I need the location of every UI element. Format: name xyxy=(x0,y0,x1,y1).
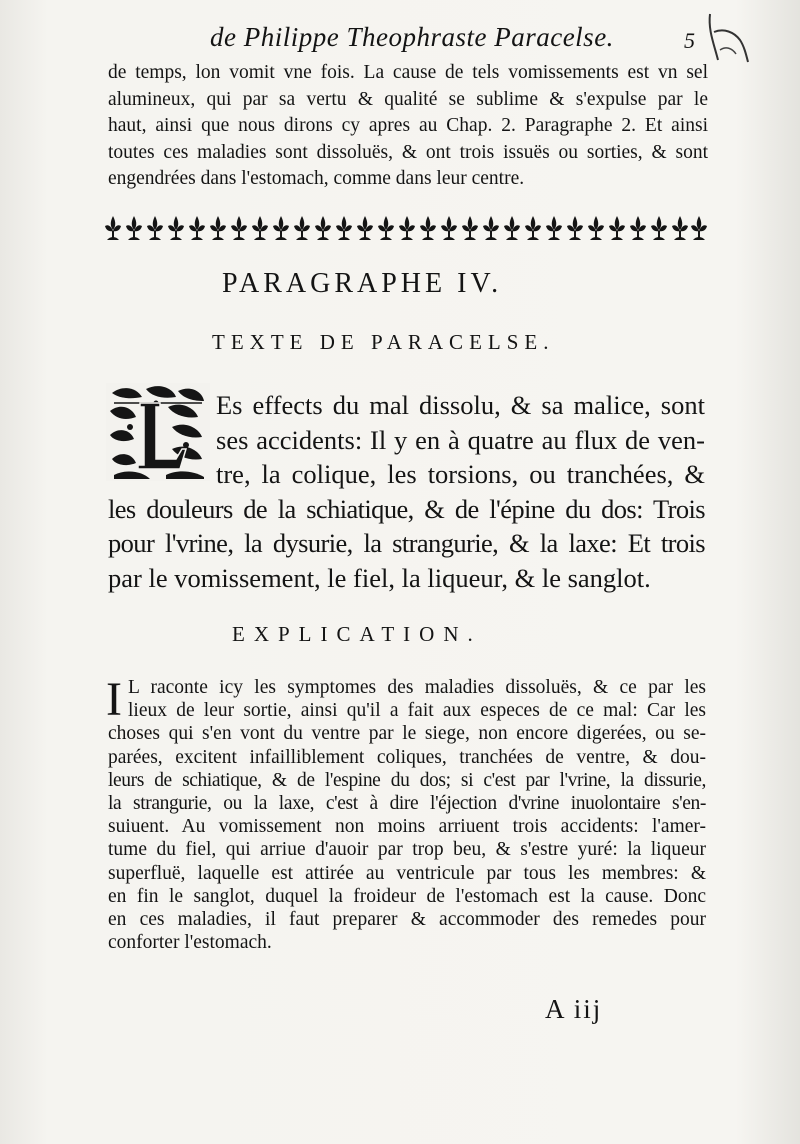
text-line: les douleurs de la schiatique, & de l'épine du dos: Trois xyxy=(108,493,705,524)
section-heading: PARAGRAPHE IV. xyxy=(222,268,503,299)
text-line: choses qui s'en vont du ventre par le siege, non encore digerées, ou se- xyxy=(108,723,706,745)
text-line: en fin le sanglot, duquel la froideur de l'estomach est la cause. Donc xyxy=(108,885,706,907)
text-line: ses accidents: Il y en à quatre au flux de ven- xyxy=(216,424,705,455)
text-line: pour l'vrine, la dysurie, la strangurie, & la laxe: Et trois xyxy=(108,528,705,558)
text-line: alumineux, qui par sa vertu & qualité se sublime & s'expulse par le xyxy=(108,88,708,110)
text-line: en ces maladies, il faut preparer & accommoder des remedes pour xyxy=(108,909,706,931)
text-line: lieux de leur sortie, ainsi qu'il a fait aux especes de ce mal: Car les xyxy=(128,700,706,722)
text-line: superfluë, laquelle est attirée au ventricule par tous les membres: & xyxy=(108,862,706,884)
text-line: conforter l'estomach. xyxy=(108,932,272,954)
text-line: toutes ces maladies sont dissoluës, & ont trois issuës ou sorties, & sont xyxy=(108,141,708,163)
text-line: parées, excitent infailliblement coliques, tranchées de ventre, & dou- xyxy=(108,746,706,768)
fleuron-border-ornament xyxy=(104,210,708,246)
text-line: tume du fiel, qui arriue d'auoir par trop beu, & s'estre yuré: la liqueur xyxy=(108,839,706,861)
section-subheading: TEXTE DE PARACELSE. xyxy=(212,330,555,354)
text-line: L raconte icy les symptomes des maladies dissoluës, & ce par les xyxy=(128,677,706,698)
text-line: engendrées dans l'estomach, comme dans leur centre. xyxy=(108,168,525,189)
continuation-paragraph xyxy=(108,60,708,193)
signature-mark: A iij xyxy=(545,994,603,1024)
text-line: de temps, lon vomit vne fois. La cause de tels vomissements est vn sel xyxy=(108,62,708,83)
text-line: suiuent. Au vomissement non moins arriuent trois accidents: l'amer- xyxy=(108,816,706,838)
text-line: Es effects du mal dissolu, & sa malice, sont xyxy=(216,390,705,420)
text-line: la strangurie, ou la laxe, c'est à dire l'éjection d'vrine inuolontaire s'en- xyxy=(108,793,706,815)
text-line: haut, ainsi que nous dirons cy apres au Chap. 2. Paragraphe 2. Et ainsi xyxy=(108,115,708,136)
running-head-title: de Philippe Theophraste Paracelse. xyxy=(210,22,614,52)
page-number: 5 xyxy=(684,28,695,53)
text-line: par le vomissement, le fiel, la liqueur, & le sanglot. xyxy=(108,562,651,593)
explication-text xyxy=(106,673,706,954)
text-line: leurs de schiatique, & de l'espine du dos; si c'est par l'vrine, la dissurie, xyxy=(108,769,706,791)
explication-initial: I xyxy=(106,673,122,726)
text-line: tre, la colique, les torsions, ou tranchées, & xyxy=(216,459,705,489)
explication-heading: EXPLICATION. xyxy=(232,622,482,646)
paracelsus-text xyxy=(108,388,705,595)
